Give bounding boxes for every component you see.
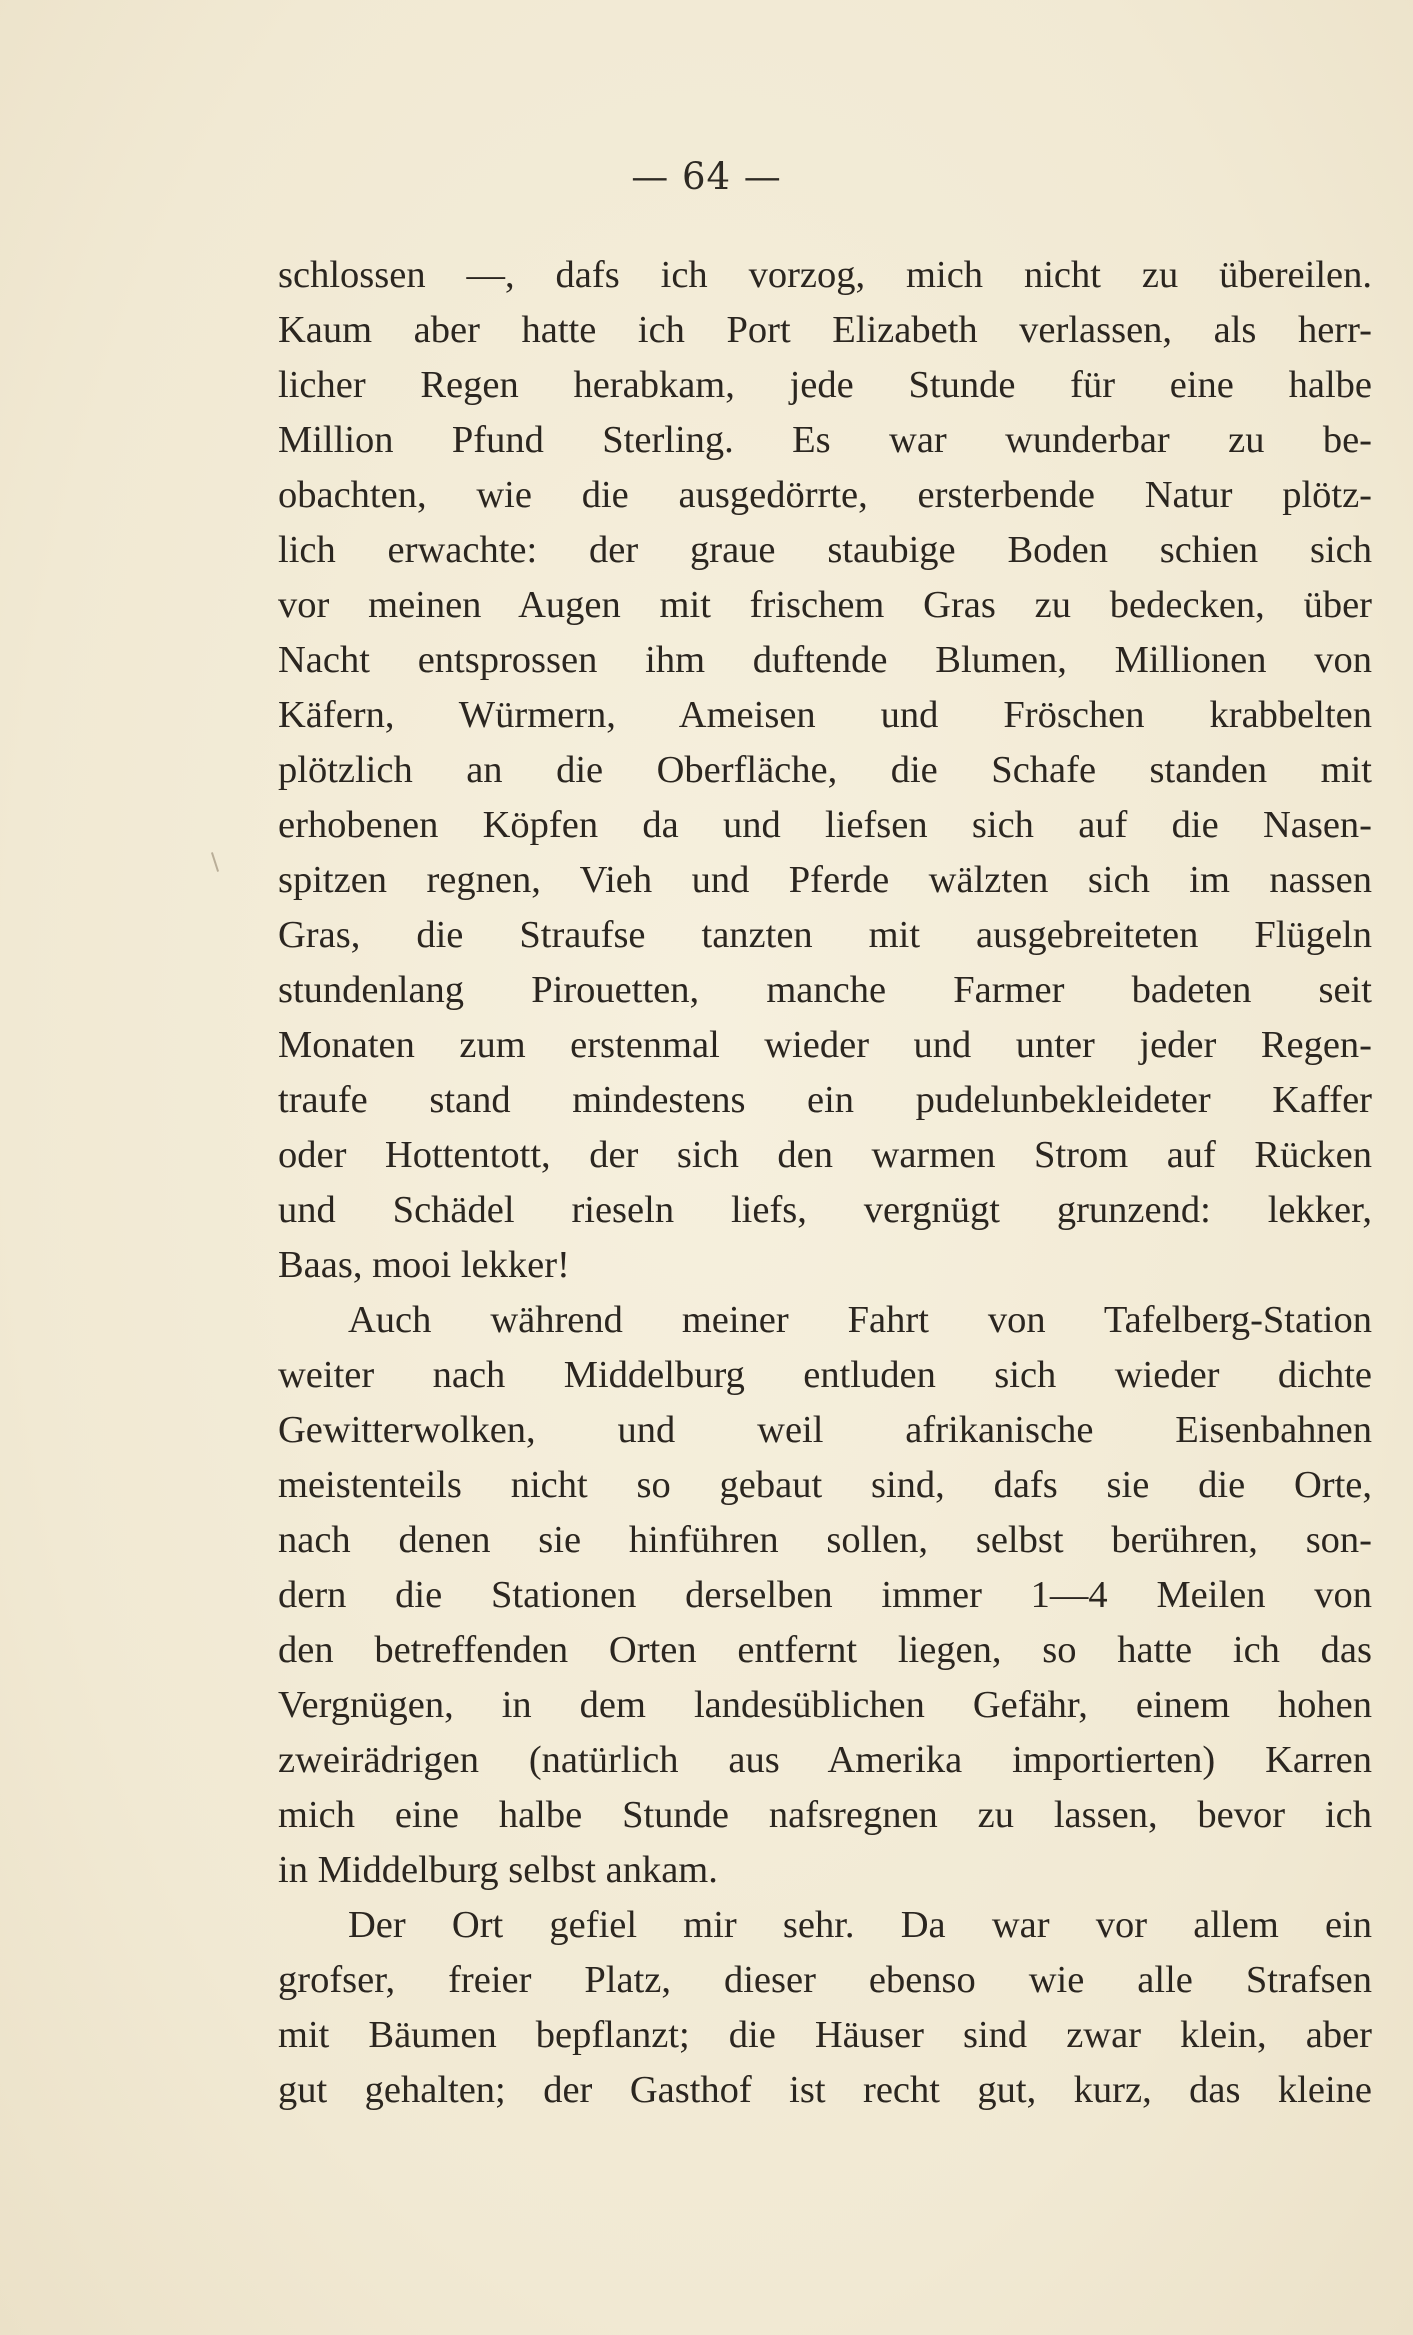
text-line: den betreffenden Orten entfernt liegen, so hatte ich das <box>278 1629 1372 1671</box>
text-line: meistenteils nicht so gebaut sind, dafs sie die Orte, <box>278 1464 1372 1506</box>
text-line: schlossen —, dafs ich vorzog, mich nicht zu übereilen. <box>278 254 1372 296</box>
text-line: und Schädel rieseln liefs, vergnügt grunzend: lekker, <box>278 1189 1372 1231</box>
text-line: plötzlich an die Oberfläche, die Schafe standen mit <box>278 749 1372 791</box>
text-line: Monaten zum erstenmal wieder und unter jeder Regen- <box>278 1024 1372 1066</box>
text-line: stundenlang Pirouetten, manche Farmer badeten seit <box>278 969 1372 1011</box>
text-line: Gras, die Straufse tanzten mit ausgebreiteten Flügeln <box>278 914 1372 956</box>
text-line: Nacht entsprossen ihm duftende Blumen, Millionen von <box>278 639 1372 681</box>
text-line: erhobenen Köpfen da und liefsen sich auf die Nasen- <box>278 804 1372 846</box>
text-line: spitzen regnen, Vieh und Pferde wälzten sich im nassen <box>278 859 1372 901</box>
text-line: Gewitterwolken, und weil afrikanische Eisenbahnen <box>278 1409 1372 1451</box>
text-line: mit Bäumen bepflanzt; die Häuser sind zwar klein, aber <box>278 2014 1372 2056</box>
text-line-paragraph-end: Baas, mooi lekker! <box>278 1244 570 1286</box>
text-line: grofser, freier Platz, dieser ebenso wie alle Strafsen <box>278 1959 1372 2001</box>
text-line: obachten, wie die ausgedörrte, ersterbende Natur plötz- <box>278 474 1372 516</box>
page-number: — 64 — <box>631 155 782 198</box>
text-line-paragraph-start: Auch während meiner Fahrt von Tafelberg-Station <box>348 1299 1372 1341</box>
text-line: Kaum aber hatte ich Port Elizabeth verlassen, als herr- <box>278 309 1372 351</box>
text-line: weiter nach Middelburg entluden sich wieder dichte <box>278 1354 1372 1396</box>
text-line-paragraph-end: in Middelburg selbst ankam. <box>278 1849 718 1891</box>
text-line: oder Hottentott, der sich den warmen Strom auf Rücken <box>278 1134 1372 1176</box>
text-line: Vergnügen, in dem landesüblichen Gefähr, einem hohen <box>278 1684 1372 1726</box>
text-line: licher Regen herabkam, jede Stunde für eine halbe <box>278 364 1372 406</box>
text-line: mich eine halbe Stunde nafsregnen zu lassen, bevor ich <box>278 1794 1372 1836</box>
text-line: gut gehalten; der Gasthof ist recht gut, kurz, das kleine <box>278 2069 1372 2111</box>
text-line: nach denen sie hinführen sollen, selbst berühren, son- <box>278 1519 1372 1561</box>
text-line: dern die Stationen derselben immer 1—4 Meilen von <box>278 1574 1372 1616</box>
text-line: zweirädrigen (natürlich aus Amerika importierten) Karren <box>278 1739 1372 1781</box>
margin-mark <box>211 852 219 872</box>
text-line: Käfern, Würmern, Ameisen und Fröschen krabbelten <box>278 694 1372 736</box>
text-line: traufe stand mindestens ein pudelunbekleideter Kaffer <box>278 1079 1372 1121</box>
text-line: Million Pfund Sterling. Es war wunderbar zu be- <box>278 419 1372 461</box>
text-line-paragraph-start: Der Ort gefiel mir sehr. Da war vor allem ein <box>348 1904 1372 1946</box>
text-line: lich erwachte: der graue staubige Boden schien sich <box>278 529 1372 571</box>
body-text <box>278 248 1372 2118</box>
text-line: vor meinen Augen mit frischem Gras zu bedecken, über <box>278 584 1372 626</box>
